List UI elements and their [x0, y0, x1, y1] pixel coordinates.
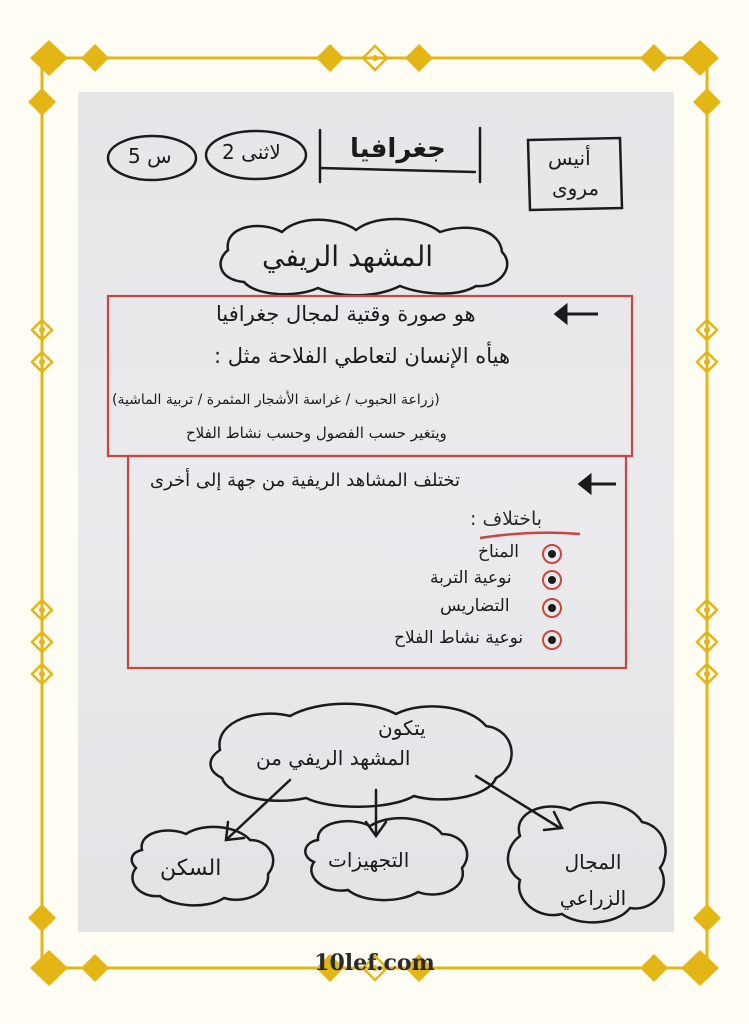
difference-item: المناخ: [478, 542, 520, 562]
diagram-root-line-2: المشهد الريفي من: [256, 746, 411, 770]
lesson-title: المشهد الريفي: [262, 240, 434, 273]
subject-title: جغرافيا: [350, 134, 446, 164]
differences-intro: تختلف المشاهد الريفية من جهة إلى أخرى: [150, 470, 461, 491]
differences-by: باختلاف :: [470, 508, 543, 530]
difference-item: نوعية التربة: [430, 568, 512, 588]
diagram-root-line-1: يتكون: [378, 716, 426, 740]
definition-line-3: (زراعة الحبوب / غراسة الأشجار المثمرة / تربية الماشية): [112, 392, 440, 408]
grade-label: لاثنى 2: [222, 140, 281, 164]
teacher-name: أنيس: [548, 146, 591, 170]
difference-item: التضاريس: [440, 596, 510, 616]
diagram-node-agricultural: المجال الزراعي: [559, 850, 627, 910]
definition-line-2: هيأه الإنسان لتعاطي الفلاحة مثل :: [214, 344, 511, 368]
lesson-number: س 5: [128, 144, 172, 168]
diagram-node-equipment: التجهيزات: [328, 848, 410, 872]
site-watermark: 10lef.com: [314, 950, 435, 976]
diagram-node-housing: السكن: [160, 856, 222, 881]
teacher-surname: مروى: [552, 176, 600, 200]
definition-line-1: هو صورة وقتية لمجال جغرافيا: [216, 302, 476, 326]
definition-line-4: ويتغير حسب الفصول وحسب نشاط الفلاح: [186, 424, 447, 442]
difference-item: نوعية نشاط الفلاح: [394, 628, 524, 648]
